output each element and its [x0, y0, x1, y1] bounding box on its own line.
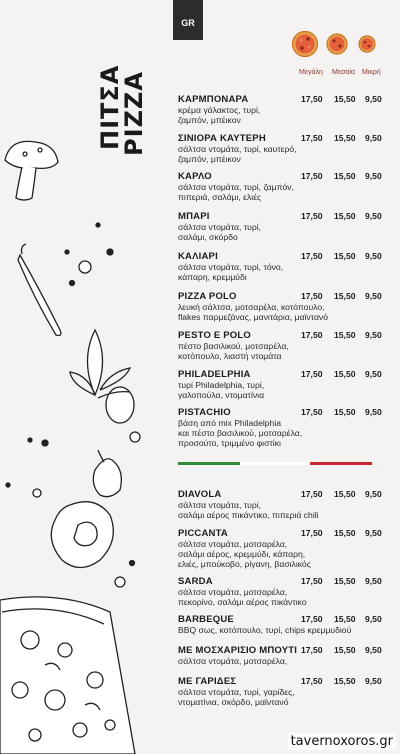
menu-item [178, 645, 382, 666]
menu-item [178, 407, 382, 448]
price-small: 9,50 [365, 676, 382, 686]
menu-item [178, 576, 382, 607]
item-name: ΚΑΡΛΟ [178, 171, 212, 182]
item-description: ελιές, μπούκοβο, ρίγανη, βασιλικός [178, 559, 311, 569]
pizza-small-icon [359, 36, 375, 52]
menu-item [178, 528, 382, 569]
price-medium: 15,50 [334, 211, 356, 221]
price-large: 17,50 [301, 489, 323, 499]
price-small: 9,50 [365, 171, 382, 181]
item-description: ζαμπόν, μπέικον [178, 154, 241, 164]
item-description: τυρί Philadelphia, τυρί, [178, 380, 265, 390]
price-medium: 15,50 [334, 330, 356, 340]
price-small: 9,50 [365, 369, 382, 379]
item-name: ΚΑΡΜΠΟΝΑΡΑ [178, 94, 249, 105]
price-medium: 15,50 [334, 369, 356, 379]
item-description: σάλτσα ντομάτα, τυρί, καυτερό, [178, 144, 297, 154]
price-large: 17,50 [301, 330, 323, 340]
item-description: ζαμπόν, μπέικον [178, 115, 241, 125]
item-description: κοτόπουλο, λιαστή ντομάτα [178, 351, 282, 361]
price-medium: 15,50 [334, 94, 356, 104]
price-small: 9,50 [365, 133, 382, 143]
menu-item [178, 211, 382, 242]
price-medium: 15,50 [334, 251, 356, 261]
item-name: BARBEQUE [178, 614, 234, 625]
price-large: 17,50 [301, 528, 323, 538]
price-small: 9,50 [365, 291, 382, 301]
watermark: tavernoxoros.gr [288, 733, 396, 750]
size-small-label: Μικρή [362, 69, 381, 76]
divider-green [178, 462, 240, 465]
item-description: πιπεριά, σαλάμι, ελιές [178, 192, 262, 202]
pizza-large-icon [293, 32, 318, 57]
menu-item [178, 330, 382, 361]
price-medium: 15,50 [334, 291, 356, 301]
language-tab[interactable]: GR [173, 0, 203, 40]
mushroom-icon [5, 141, 58, 200]
price-large: 17,50 [301, 407, 323, 417]
divider-red [310, 462, 372, 465]
price-large: 17,50 [301, 251, 323, 261]
item-name: PESTO E POLO [178, 330, 251, 341]
item-description: σάλτσα ντομάτα, τυρί, [178, 222, 262, 232]
item-name: PHILADELPHIA [178, 369, 251, 380]
price-medium: 15,50 [334, 171, 356, 181]
size-medium-label: Μεσαία [332, 69, 355, 76]
item-name: ΜΠΑΡΙ [178, 211, 210, 222]
size-large-label: Μεγάλη [299, 69, 323, 76]
item-description: κάπαρη, κρεμμύδι [178, 272, 247, 282]
price-small: 9,50 [365, 645, 382, 655]
item-name: ΜΕ ΓΑΡΙΔΕΣ [178, 676, 237, 687]
item-description: σάλτσα ντομάτα, τυρί, [178, 500, 262, 510]
item-name: PICCANTA [178, 528, 228, 539]
item-name: ΜΕ ΜΟΣΧΑΡΙΣΙΟ ΜΠΟΥΤΙ [178, 645, 298, 656]
divider-white [240, 462, 310, 465]
menu-item [178, 291, 382, 322]
item-name: SARDA [178, 576, 213, 587]
item-description: γαλοπούλα, ντοματίνια [178, 390, 265, 400]
item-description: και πέστο βασιλικού, μοτσαρέλα, [178, 428, 303, 438]
item-description: BBQ σως, κοτόπουλο, τυρί, chips κρεμμυδιού [178, 625, 352, 635]
price-large: 17,50 [301, 614, 323, 624]
price-small: 9,50 [365, 614, 382, 624]
item-name: ΚΑΛΙΑΡΙ [178, 251, 218, 262]
section-title-greek: ΠΙΤΣΑ [96, 64, 124, 150]
menu-item [178, 133, 382, 164]
price-small: 9,50 [365, 407, 382, 417]
price-medium: 15,50 [334, 528, 356, 538]
price-small: 9,50 [365, 576, 382, 586]
item-description: ντοματίνια, σκόρδο, μαϊντανό [178, 697, 289, 707]
item-description: προσούτο, τριμμένο φιστίκι [178, 438, 281, 448]
item-description: σάλτσα ντομάτα, τυρί, γαρίδες, [178, 687, 295, 697]
price-small: 9,50 [365, 251, 382, 261]
menu-item [178, 614, 382, 635]
item-description: σαλάμι αέρος πικάντικο, πιπεριά chili [178, 510, 319, 520]
price-small: 9,50 [365, 528, 382, 538]
price-large: 17,50 [301, 133, 323, 143]
price-large: 17,50 [301, 576, 323, 586]
item-name: PIZZA POLO [178, 291, 237, 302]
menu-item [178, 489, 382, 520]
price-large: 17,50 [301, 645, 323, 655]
price-medium: 15,50 [334, 614, 356, 624]
menu-item [178, 369, 382, 400]
item-description: βάση από mix Philadelphia [178, 418, 282, 428]
menu-item [178, 94, 382, 125]
section-title-latin: PIZZA [120, 71, 148, 156]
price-small: 9,50 [365, 330, 382, 340]
menu-item [178, 171, 382, 202]
price-medium: 15,50 [334, 645, 356, 655]
price-large: 17,50 [301, 369, 323, 379]
price-medium: 15,50 [334, 489, 356, 499]
item-description: σάλτσα ντομάτα, μοτσαρέλα, [178, 656, 288, 666]
item-description: σάλτσα ντομάτα, τυρί, τόνο, [178, 262, 284, 272]
price-small: 9,50 [365, 211, 382, 221]
item-description: κρέμα γάλακτος, τυρί, [178, 105, 261, 115]
price-medium: 15,50 [334, 133, 356, 143]
item-description: σαλάμι, σκόρδο [178, 232, 238, 242]
item-name: PISTACHIO [178, 407, 231, 418]
price-large: 17,50 [301, 171, 323, 181]
menu-item [178, 676, 382, 707]
menu-item [178, 251, 382, 282]
item-description: λευκή σάλτσα, μοτσαρέλα, κοτόπουλο, [178, 302, 325, 312]
price-medium: 15,50 [334, 576, 356, 586]
item-description: σάλτσα ντομάτα, μοτσαρέλα, [178, 587, 288, 597]
item-description: σαλάμι αέρος, κρεμμύδι, κάπαρη, [178, 549, 306, 559]
pizza-size-icons [291, 30, 381, 66]
price-medium: 15,50 [334, 407, 356, 417]
pizza-medium-icon [327, 34, 347, 54]
section-title [96, 64, 156, 208]
price-large: 17,50 [301, 94, 323, 104]
price-large: 17,50 [301, 676, 323, 686]
price-large: 17,50 [301, 291, 323, 301]
item-name: ΣΙΝΙΟΡΑ ΚΑΥΤΕΡΗ [178, 133, 266, 144]
item-description: flakes παρμεζάνας, μανιτάρια, μαϊντανό [178, 312, 328, 322]
price-small: 9,50 [365, 489, 382, 499]
price-large: 17,50 [301, 211, 323, 221]
price-medium: 15,50 [334, 676, 356, 686]
item-name: DIAVOLA [178, 489, 222, 500]
price-small: 9,50 [365, 94, 382, 104]
item-description: πεκορίνο, σαλάμι αέρος πικάντικο [178, 597, 307, 607]
item-description: πέστο βασιλικού, μοτσαρέλα, [178, 341, 289, 351]
item-description: σάλτσα ντομάτα, τυρί, ζαμπόν, [178, 182, 294, 192]
item-description: σάλτσα ντομάτα, μοτσαρέλα, [178, 539, 288, 549]
